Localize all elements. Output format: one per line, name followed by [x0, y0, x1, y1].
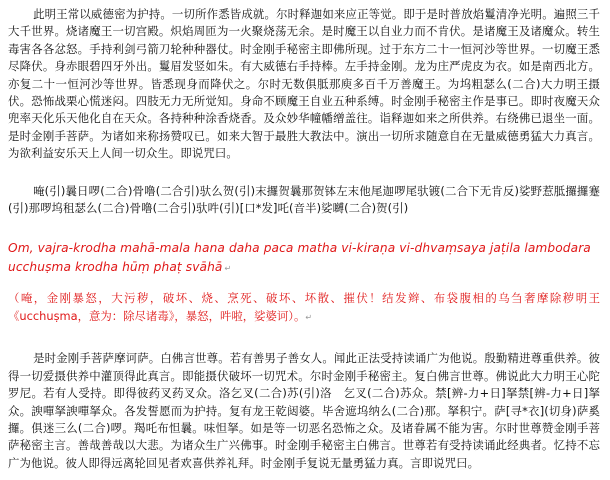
- paragraph-return-mark-icon: ↵: [224, 263, 232, 273]
- mantra-sanskrit-line-1: Om, vajra-krodha mahā-mala hana daha paca matha vi-kiraṇa vi-dhvaṃsaya jaṭila lambodara: [8, 241, 591, 256]
- scripture-paragraph-2: 是时金刚手菩萨摩诃萨。白佛言世尊。若有善男子善女人。闻此正法受持读诵广为他说。殷勤精进尊重供养。彼得一切爱摄供养中灌顶得此真言。即能摄伏破坏一切咒术。尔时金刚手秘密主。复白佛言世尊。佛说此大力明王心陀罗尼。若有人受持。即得彼药叉药叉众。洛乞叉(二合)苏(引)洛 乞叉(二合)苏众。禁[辨-力+日]拏禁[辨-力+日]拏众。諛嘽拏諛嘽拏众。各发誓愿而为护持。复有龙王乾闼婆。毕舍遮坞纳么(二合)那。拏积宁。萨[寻*衣](切身)萨奚攞。俱迷三么(二合)啰。羯吒布怛曩。味怛拏。如是等一切恶名恐怖之众。及诸眷属不能为害。尔时世尊赞金刚手菩萨秘密主言。善哉善哉以大悲。为诸众生广兴佛事。时金刚手秘密主白佛言。世尊若有受持读诵此经典者。忆持不忘广为他说。彼人即得远离轮回见者欢喜供养礼拜。时金刚手复说无量勇猛力真。言即说咒曰。: [8, 351, 600, 470]
- mantra-sanskrit: [8, 239, 600, 278]
- mantra-transliteration-chinese: 唵(引)曩日啰(二合)骨噜(二合引)驮么贺(引)末攞贺曩那贺钵左末他尾迦啰尾驮镀(二合下无肯反)娑野惹胝攞攞蹇(引)那啰坞租瑟么(二合)骨噜(二合引)驮吽(引)[口*发]吒(音半)娑嚩(二合)贺(引): [8, 183, 600, 216]
- mantra-translation-text: （唵，金刚暴怒，大污秽，破坏、烧、烹死、破坏、坏散、摧伏！结发辫、布袋腹相的乌刍奢摩除秽明王《ucchuṣma，意为：除尽诸毒》，暴怒，吽啦，娑婆诃）。: [8, 291, 600, 323]
- mantra-translation: [8, 290, 600, 326]
- mantra-sanskrit-line-2: ucchuṣma krodha hūṃ phaṭ svāhā: [8, 259, 223, 274]
- paragraph-return-mark-icon: ↵: [305, 312, 313, 322]
- scripture-paragraph-1: 此明王常以威德密为护持。一切所作悉皆成就。尔时释迦如来应正等觉。即于是时普放焰鬘清净光明。遍照三千大千世界。烧诸魔王一切宫殿。炽焰周匝为一火聚烧荡无余。是时魔王以自业力而不肯伏。是诸魔王及诸魔众。转生毒害各各忿怒。手持利剑弓箭刀轮种种器仗。时金刚手秘密主即佛所现。过于东方二十一恒河沙等世界。一切魔王悉尽降伏。身赤眼碧四牙外出。鬘眉发竖如朱。有大威德右手持棒。左手持金刚。龙为庄严虎皮为衣。如是南西北方。亦复二十一恒河沙等世界。皆悉现身而降伏之。尔时无数俱胝那庾多百千万善魔王。为坞粗瑟么(二合)大力明王摄伏。恐怖战栗心慌迷闷。四肢无力无所觉知。身命不顾魔王自业五种系缚。时金刚手秘密主作是事已。即时夜魔天众兜率天化乐天他化自在天众。各持种种涂香烧香。及众妙华幢幡缯盖往。诣释迦如来之所供养。右绕佛已退坐一面。是时金刚手菩萨。为诸如来称扬赞叹已。如来大智于最胜大教法中。演出一切所求随意自在无量威德勇猛大力真言。为欲利益安乐天上人间一切众生。即说咒曰。: [8, 7, 600, 161]
